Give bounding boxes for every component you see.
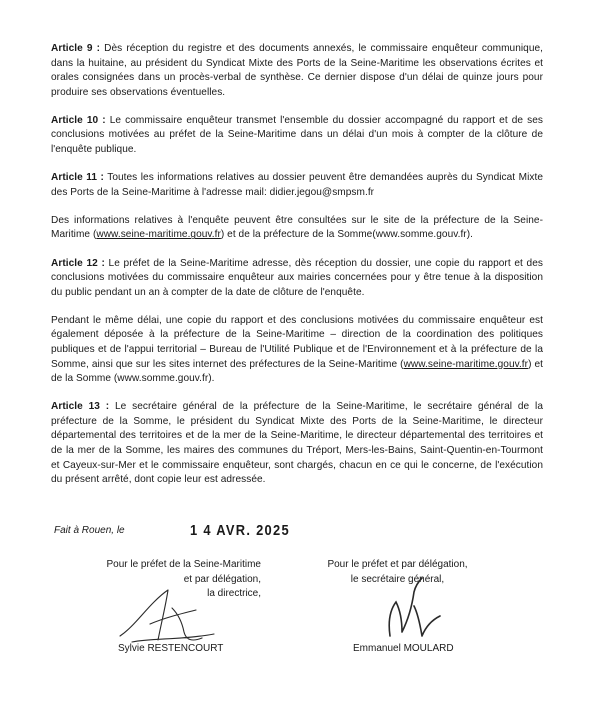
article-13 bbox=[51, 400, 543, 488]
article-13-label: Article 13 : bbox=[51, 401, 110, 413]
article-10-label: Article 10 : bbox=[51, 114, 106, 126]
place-date-label: Fait à Rouen, le bbox=[54, 525, 125, 536]
article-12-text: Le préfet de la Seine-Maritime adresse, dès réception du dossier, une copie du rapport et des conclusions motivées du commissaire enquêteur aux mairies concernées pour y être tenue à la disposition du public pendant un an à compter de la date de clôture de l'enquête. bbox=[51, 257, 543, 298]
article-9-text: Dès réception du registre et des documents annexés, le commissaire enquêteur communique, dans la huitaine, au président du Syndicat Mixte des Ports de la Seine-Maritime les observations écrites et orales consignées dans un procès-verbal de synthèse. Ce dernier dispose d'un délai de quinze jours pour produire ses observations éventuelles. bbox=[51, 43, 543, 98]
article-9 bbox=[51, 42, 543, 100]
seine-maritime-link[interactable]: www.seine-maritime.gouv.fr bbox=[96, 229, 221, 241]
article-12-paragraph-2 bbox=[51, 314, 543, 387]
left-sign-line-1: Pour le préfet de la Seine-Maritime bbox=[106, 559, 261, 570]
left-signatory-name: Sylvie RESTENCOURT bbox=[118, 643, 224, 654]
right-signatory-name: Emmanuel MOULARD bbox=[353, 643, 454, 654]
document-body bbox=[51, 42, 543, 501]
article-11-p2-after: ) et de la préfecture de la Somme(www.somme.gouv.fr). bbox=[220, 229, 473, 241]
article-12-label: Article 12 : bbox=[51, 257, 105, 269]
right-sign-line-2: le secrétaire général, bbox=[350, 573, 445, 585]
article-11-text: Toutes les informations relatives au dossier peuvent être demandées auprès du Syndicat Mixte des Ports de la Seine-Maritime à l'adresse mail: didier.jegou@smpsm.fr bbox=[51, 172, 543, 198]
article-12-p2-after: ) et de la Somme (www.somme.gouv.fr). bbox=[51, 358, 543, 385]
right-handwritten-signature bbox=[378, 576, 448, 642]
article-11 bbox=[51, 171, 543, 200]
article-12-p2-before: Pendant le même délai, une copie du rapport et des conclusions motivées du commissaire enquêteur est également déposée à la préfecture de la Seine-Maritime – direction de la coordination des politiques publiques et de l'appui territorial – Bureau de l'Utilité Publique et de l'Environnement et à la préfecture de la Somme, ainsi que sur les sites internet des préfectures de la Seine-Maritime ( bbox=[51, 314, 543, 370]
article-11-label: Article 11 : bbox=[51, 172, 104, 184]
article-11-paragraph-2 bbox=[51, 214, 543, 243]
right-sign-line-1: Pour le préfet et par délégation, bbox=[327, 559, 468, 570]
left-sign-line-3: la directrice, bbox=[207, 588, 261, 599]
date-stamp: 1 4 AVR. 2025 bbox=[190, 522, 290, 539]
article-13-text: Le secrétaire général de la préfecture de la Seine-Maritime, le secrétaire général de la préfecture de la Somme, le président du Syndicat Mixte des Ports de la Seine-Maritime, le directeur départemental des territoires et de la mer de la Seine-Maritime, le directeur départemental des territoires et de la mer de la Somme, les maires des communes du Tréport, Mers-les-Bains, Saint-Quentin-en-Tourmont et Cayeux-sur-Mer et le commissaire enquêteur, sont chargés, chacun en ce qui le concerne, de l'exécution du présent arrêté, dont copie leur est adressée. bbox=[51, 401, 543, 486]
article-9-label: Article 9 : bbox=[51, 43, 101, 54]
seine-maritime-link-2[interactable]: www.seine-maritime.gouv.fr bbox=[403, 358, 529, 370]
left-sign-line-2: et par délégation, bbox=[183, 573, 261, 585]
article-10-text: Le commissaire enquêteur transmet l'ensemble du dossier accompagné du rapport et de ses conclusions motivées au préfet de la Seine-Maritime dans un délai d'un mois à compter de la clôture de l'enquête publique. bbox=[51, 114, 544, 156]
article-12 bbox=[51, 257, 543, 301]
article-10 bbox=[51, 114, 543, 158]
article-11-p2-before: Des informations relatives à l'enquête peuvent être consultées sur le site de la préfecture de la Seine-Maritime ( bbox=[51, 214, 543, 241]
left-handwritten-signature bbox=[112, 584, 222, 646]
